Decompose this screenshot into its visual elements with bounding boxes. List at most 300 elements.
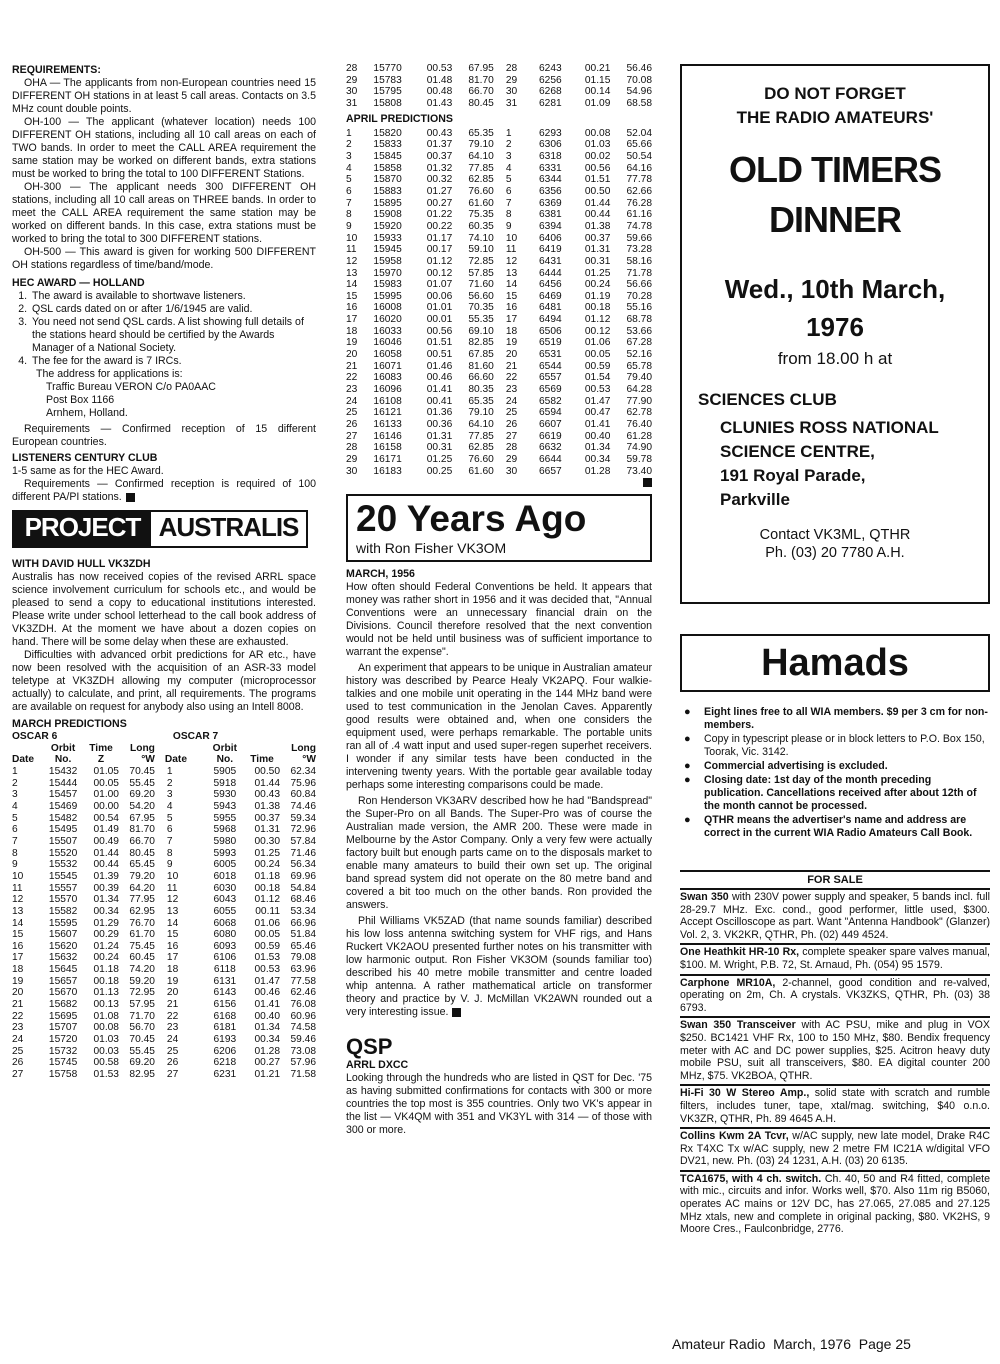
column-middle: [346, 63, 652, 1137]
table-cell: 76.28: [626, 197, 652, 209]
table-cell: 20: [505, 349, 518, 361]
header-cell: Date: [12, 754, 35, 766]
table-cell: 6544: [539, 360, 562, 372]
table-cell: 3: [12, 789, 18, 801]
table-cell: 6093: [213, 940, 237, 952]
table-cell: 14: [166, 917, 179, 929]
table-cell: 01.12: [584, 314, 611, 326]
table-cell: 6131: [213, 975, 237, 987]
hamads-rule: ● Commercial advertising is excluded.: [680, 760, 990, 773]
table-cell: 75.45: [129, 940, 155, 952]
table-cell: 13: [505, 267, 518, 279]
table-cell: 01.34: [254, 1022, 281, 1034]
table-cell: 4: [505, 162, 512, 174]
dinner-venue: CLUNIES ROSS NATIONAL: [720, 418, 939, 437]
table-cell: 01.28: [254, 1045, 281, 1057]
header-cell: No.: [54, 754, 72, 766]
header-cell: Orbit: [212, 742, 238, 754]
table-cell: 8: [12, 847, 18, 859]
table-cell: 10: [12, 870, 24, 882]
classified-ad: [680, 1018, 990, 1086]
table-cell: 65.78: [626, 360, 652, 372]
table-cell: 12: [505, 255, 518, 267]
table-cell: 15507: [48, 835, 78, 847]
table-cell: 64.20: [129, 882, 155, 894]
table-row: [346, 291, 652, 303]
table-cell: 15908: [373, 209, 402, 221]
table-cell: 79.10: [468, 407, 494, 419]
table-cell: 2: [346, 139, 352, 151]
table-cell: 16146: [373, 430, 402, 442]
table-cell: 79.10: [468, 139, 494, 151]
table-cell: 15607: [48, 929, 78, 941]
table-row: [346, 63, 652, 75]
table-row: [12, 801, 316, 813]
table-cell: 69.96: [290, 870, 316, 882]
table-cell: 15469: [48, 800, 78, 812]
table-cell: 57.96: [290, 1057, 316, 1069]
table-cell: 01.49: [93, 824, 119, 836]
table-cell: 15582: [48, 905, 78, 917]
table-cell: 20: [166, 987, 179, 999]
table-cell: 63.96: [290, 964, 316, 976]
table-cell: 29: [505, 454, 518, 465]
table-cell: 00.48: [426, 86, 453, 98]
ad-title: Carphone MR10A,: [680, 976, 776, 989]
table-row: [346, 233, 652, 245]
table-cell: 01.25: [426, 454, 453, 465]
ad-text: with 230V power supply and speaker, 5 bands incl. full 28-29.7 MHz. Exc. cond., good performer, little used, $300. Accept Oscilloscope as part. Want "Antenna Handbook" (Glanzer) Vol. 2, 3. VK2KR, QTHR, Ph. (02) 449 4524.: [680, 891, 990, 941]
ad-title: Collins Kwm 2A Tcvr,: [680, 1130, 789, 1143]
project-byline: WITH DAVID HULL VK3ZDH: [12, 558, 151, 570]
dinner-title: DINNER: [768, 199, 901, 240]
hec-item: 4. The fee for the award is 7 IRCs.: [30, 355, 316, 368]
table-cell: 12: [166, 894, 179, 906]
end-mark: [643, 478, 652, 487]
table-cell: 27: [12, 1069, 24, 1081]
table-cell: 6156: [213, 999, 237, 1011]
qsp-paragraph: Looking through the hundreds who are listed in QST for Dec. '75 as having submitted confirmations for contacts with 300 or more countries the top most is 355 countries. Only two VK's appear in the list — VK4QM with 351 and VK3YL with 314 — of those with 300 or more.: [346, 1072, 652, 1137]
table-cell: 6268: [539, 86, 562, 98]
table-cell: 11: [166, 882, 178, 894]
table-cell: 74.78: [626, 220, 652, 232]
ad-title: TCA1675, with 4 ch. switch.: [680, 1172, 822, 1185]
table-cell: 00.32: [426, 174, 453, 186]
table-cell: 01.36: [426, 407, 453, 419]
table-cell: 00.22: [426, 220, 453, 232]
header-cell: Z: [97, 754, 105, 766]
table-cell: 22: [346, 372, 358, 384]
table-cell: 00.25: [426, 465, 453, 477]
table-cell: 01.00: [93, 789, 119, 801]
table-cell: 00.41: [426, 395, 453, 407]
table-cell: 16183: [373, 465, 402, 477]
hamads-rules: [680, 706, 990, 840]
table-cell: 01.53: [254, 952, 281, 964]
table-cell: 00.31: [584, 255, 611, 267]
ad-title: Swan 350 Transceiver: [680, 1019, 796, 1032]
dinner-title: OLD TIMERS: [729, 149, 941, 190]
table-cell: 6218: [213, 1057, 237, 1069]
table-cell: 01.18: [93, 964, 119, 976]
march-heading: MARCH PREDICTIONS: [12, 718, 127, 730]
table-cell: 9: [346, 220, 352, 232]
table-cell: 01.41: [254, 999, 281, 1011]
table-header-row: [12, 743, 316, 755]
project-australis-logo: [12, 510, 308, 548]
table-cell: 6369: [539, 197, 562, 209]
table-cell: 6394: [539, 220, 562, 232]
table-cell: 59.10: [468, 244, 494, 256]
table-cell: 5: [12, 812, 18, 824]
table-cell: 79.40: [626, 372, 652, 384]
table-row: [12, 824, 316, 836]
table-cell: 01.31: [584, 244, 611, 256]
table-cell: 15595: [48, 917, 78, 929]
table-cell: 5918: [213, 777, 237, 789]
table-cell: 66.70: [468, 86, 494, 98]
table-cell: 19: [166, 975, 179, 987]
table-cell: 56.66: [626, 279, 652, 291]
table-cell: 82.85: [468, 337, 494, 349]
table-cell: 73.40: [626, 465, 652, 477]
table-header-row: [12, 731, 316, 743]
header-cell: Time: [250, 754, 274, 766]
ad-title: Swan 350: [680, 891, 729, 903]
table-cell: 6306: [539, 139, 562, 151]
table-cell: 13: [166, 905, 179, 917]
table-cell: 71.58: [290, 1069, 316, 1081]
table-cell: 29: [505, 74, 518, 86]
hec-requirements: Requirements — Confirmed reception of 15 different European countries.: [12, 423, 316, 448]
table-cell: 01.12: [254, 894, 281, 906]
table-cell: 25: [505, 407, 518, 419]
table-cell: 65.45: [129, 859, 155, 871]
table-cell: 6231: [213, 1069, 237, 1081]
table-cell: 00.12: [426, 267, 453, 279]
table-cell: 00.37: [254, 812, 281, 824]
table-cell: 69.20: [129, 789, 155, 801]
table-row: [346, 349, 652, 361]
table-cell: 18: [166, 964, 179, 976]
table-cell: 00.06: [426, 290, 453, 302]
table-cell: 10: [166, 870, 179, 882]
table-cell: 6043: [213, 894, 237, 906]
table-cell: 74.58: [290, 1022, 316, 1034]
table-cell: 29: [346, 74, 358, 86]
table-cell: 6344: [539, 174, 562, 186]
table-cell: 6519: [539, 337, 562, 349]
table-cell: 13: [12, 905, 24, 917]
table-cell: 23: [505, 384, 518, 396]
table-row: [12, 976, 316, 988]
table-cell: 17: [346, 314, 358, 326]
table-cell: 6406: [539, 232, 562, 244]
table-row: [346, 209, 652, 221]
table-cell: 67.95: [468, 63, 494, 74]
page-footer: Amateur Radio March, 1976 Page 25: [672, 1336, 911, 1352]
table-cell: 6118: [213, 964, 236, 976]
table-cell: 24: [505, 395, 518, 407]
table-cell: 55.16: [626, 302, 652, 314]
table-cell: 15858: [373, 162, 402, 174]
table-cell: 5968: [213, 824, 237, 836]
table-cell: 62.95: [129, 905, 155, 917]
table-cell: 00.40: [584, 430, 611, 442]
lcc-heading: LISTENERS CENTURY CLUB: [12, 452, 158, 464]
logo-project: PROJECT: [14, 512, 151, 546]
table-cell: 8: [166, 847, 173, 859]
table-cell: 01.01: [426, 302, 453, 314]
table-cell: 7: [12, 835, 18, 847]
table-cell: 60.45: [129, 952, 155, 964]
table-row: [346, 139, 652, 151]
qsp-subhead: ARRL DXCC: [346, 1059, 409, 1072]
table-cell: 01.47: [584, 395, 611, 407]
table-cell: 56.70: [129, 1022, 155, 1034]
table-cell: 01.46: [426, 360, 453, 372]
table-cell: 16133: [373, 419, 402, 431]
table-cell: 00.03: [93, 1045, 119, 1057]
project-paragraph: Australis has now received copies of the revised ARRL space science involvement curriculum for schools etc., and would be pleased to send a copy to educational institutions interested. Please write under school letterhead to the call book address of VK3ZDH. At the moment we have about a dozen copies on hand. There will be some delay when these are exhausted.: [12, 571, 316, 648]
table-cell: 30: [346, 465, 358, 477]
table-cell: 01.38: [584, 220, 611, 232]
table-cell: 5980: [213, 835, 237, 847]
table-cell: 51.84: [290, 929, 316, 941]
table-cell: 00.18: [254, 882, 281, 894]
table-cell: 9: [12, 859, 18, 871]
twenty-paragraph: How often should Federal Conventions be held. It appears that money was rather short in 1956 and it was decided that, "Annual Conventions were an unnecessary financial drain on the Divisions. Council therefore resolved that the next convention would not be held until business was of sufficient importance to warrant the expense".: [346, 581, 652, 659]
table-cell: 7: [166, 835, 173, 847]
table-cell: 15657: [48, 975, 78, 987]
table-cell: 67.28: [626, 337, 652, 349]
table-cell: 01.41: [584, 419, 611, 431]
table-cell: 27: [166, 1069, 179, 1081]
table-cell: 00.53: [584, 384, 611, 396]
table-cell: 6018: [213, 870, 237, 882]
table-cell: 54.20: [129, 800, 155, 812]
table-row: [346, 314, 652, 326]
table-cell: 60.96: [290, 1010, 316, 1022]
table-cell: 68.46: [290, 894, 316, 906]
table-cell: 10: [346, 232, 358, 244]
table-cell: 74.10: [468, 232, 494, 244]
table-row: [12, 836, 316, 848]
table-cell: 26: [505, 419, 518, 431]
table-cell: 31: [505, 97, 518, 109]
table-cell: 71.78: [626, 267, 652, 279]
table-cell: 14: [505, 279, 518, 291]
table-cell: 6444: [539, 267, 562, 279]
table-cell: 00.11: [255, 905, 281, 917]
table-cell: 57.84: [290, 835, 316, 847]
table-cell: 5993: [213, 847, 237, 859]
table-cell: 01.24: [93, 940, 119, 952]
twenty-last-text: Phil Williams VK5ZAD (that name sounds familiar) described his low loss antenna switching system for VHF rigs, and Hans Ruckert VK2AOU presented further notes on his transmitter with low harmonic output. Ron Fisher VK3OM (sounds familiar too) described his 40 metre mobile transmitter and centre loaded whip antenna. A rather mathematical article on transformer theory and practice by V. J. McMillan VK2AWN rounded out a very interesting issue.: [346, 915, 652, 1019]
table-cell: 00.18: [93, 975, 119, 987]
table-cell: 11: [12, 882, 23, 894]
table-cell: 18: [12, 964, 24, 976]
table-cell: 15895: [373, 197, 402, 209]
header-cell: [119, 731, 155, 743]
end-mark: [452, 1008, 461, 1017]
table-cell: 15870: [373, 174, 402, 186]
table-cell: 6494: [539, 314, 562, 326]
table-cell: 15645: [48, 964, 78, 976]
table-cell: 76.08: [290, 999, 316, 1011]
table-cell: 15695: [48, 1010, 78, 1022]
table-cell: 2: [166, 777, 173, 789]
oh500-paragraph: OH-500 — This award is given for working 500 DIFFERENT OH stations regardless of time/band/mode.: [12, 246, 316, 271]
table-cell: 30: [505, 86, 518, 98]
table-cell: 74.20: [129, 964, 155, 976]
table-cell: 15983: [373, 279, 402, 291]
table-cell: 1: [166, 765, 173, 777]
table-cell: 9: [166, 859, 173, 871]
table-cell: 01.51: [584, 174, 611, 186]
table-cell: 59.78: [626, 454, 652, 465]
table-cell: 15732: [48, 1045, 78, 1057]
table-cell: 5905: [213, 765, 237, 777]
table-cell: 3: [346, 150, 352, 162]
march-predictions-table: [12, 731, 316, 1081]
table-cell: 77.85: [468, 430, 494, 442]
table-cell: 61.16: [626, 209, 652, 221]
table-cell: 6: [166, 824, 173, 836]
table-cell: 31: [346, 97, 358, 109]
twenty-paragraph: An experiment that appears to be unique in Australian amateur history was described by Pearce Healy VK2APQ. Four walkie-talkies and one mobile unit operating in the 144 MHz band were used to test communication in the Jenolan Caves. Apparently good results were obtained and, when one considers the equipment used, were perhaps remarkable. The portable units ran all of .4 watt input and used super-regen superhet receivers. I wonder if any similar tests have been conducted in the intervening twenty years. With the portable gear available today perhaps some interesting comparisons could be made.: [346, 662, 652, 792]
table-cell: 82.95: [129, 1069, 155, 1081]
dinner-venue: SCIENCE CENTRE,: [720, 442, 875, 461]
table-cell: 72.95: [129, 987, 155, 999]
table-cell: 5: [166, 812, 173, 824]
ad-text: solid state with scratch and rumble filters, includes tuner, tape, xtal/mag. switching, $40 o.n.o. VK3ZR, QTHR, Ph. 89 4645 A.H.: [680, 1087, 990, 1125]
hamads-rule: ● Copy in typescript please or in block letters to P.O. Box 150, Toorak, Vic. 3142.: [680, 733, 990, 759]
table-row: [346, 431, 652, 443]
ad-text: w/AC supply, new late model, Drake R4C Rx T4XC Tx w/AC supply, new 2 metre FM IC21A w/digital VFO DV21, new. Ph. (03) 24 1231, A.H. (03) 20 6135.: [680, 1130, 990, 1168]
twenty-years-title: 20 Years Ago: [356, 498, 587, 540]
table-cell: 6143: [213, 987, 237, 999]
table-cell: 00.44: [584, 209, 611, 221]
dinner-time: from 18.00 h at: [777, 349, 893, 368]
table-row: [12, 987, 316, 999]
table-cell: 6193: [213, 1034, 237, 1046]
table-cell: 56.60: [468, 290, 494, 302]
table-cell: 15632: [48, 952, 78, 964]
table-cell: 28: [346, 442, 358, 454]
table-cell: 4: [166, 800, 173, 812]
table-cell: 50.54: [626, 150, 652, 162]
table-cell: 01.44: [254, 777, 281, 789]
table-cell: 22: [12, 1010, 24, 1022]
table-cell: 24: [12, 1034, 24, 1046]
table-cell: 65.35: [468, 395, 494, 407]
table-row: [12, 813, 316, 825]
classified-ad: [680, 1086, 990, 1129]
twenty-paragraph: [346, 915, 652, 1019]
table-cell: 00.14: [584, 86, 611, 98]
table-cell: 77.90: [626, 395, 652, 407]
header-cell: Time: [89, 742, 113, 754]
hec-list: [12, 290, 316, 368]
table-cell: 76.70: [129, 917, 155, 929]
table-cell: 70.28: [626, 290, 652, 302]
table-row: [12, 964, 316, 976]
table-cell: 9: [505, 220, 512, 232]
table-cell: 24: [346, 395, 358, 407]
table-cell: 77.78: [626, 174, 652, 186]
table-cell: 00.30: [254, 835, 281, 847]
table-row: [346, 361, 652, 373]
table-cell: 11: [346, 244, 357, 256]
table-cell: 4: [12, 800, 18, 812]
table-cell: 64.10: [468, 150, 494, 162]
table-cell: 15670: [48, 987, 78, 999]
table-cell: 25: [346, 407, 358, 419]
table-cell: 6657: [539, 465, 562, 477]
table-cell: 16108: [373, 395, 402, 407]
lcc-requirements-text: Requirements — Confirmed reception is required of 100 different PA/PI stations.: [12, 478, 316, 503]
table-cell: 70.08: [626, 74, 652, 86]
table-cell: 60.35: [468, 220, 494, 232]
header-cell: Long: [130, 742, 155, 754]
table-cell: 6318: [539, 150, 562, 162]
table-cell: 5930: [213, 789, 237, 801]
table-cell: 3: [166, 789, 173, 801]
table-row: [12, 766, 316, 778]
table-cell: 01.18: [254, 870, 281, 882]
table-row: [346, 151, 652, 163]
table-cell: 17: [166, 952, 179, 964]
table-cell: 01.37: [426, 139, 453, 151]
dinner-venue: 191 Royal Parade,: [720, 466, 866, 485]
table-cell: 00.47: [584, 407, 611, 419]
table-row: [12, 1046, 316, 1058]
table-cell: 15532: [48, 859, 78, 871]
march-cont-rows: [346, 63, 652, 110]
table-cell: 00.00: [93, 800, 119, 812]
table-row: [12, 1057, 316, 1069]
table-row: [346, 256, 652, 268]
table-cell: 15682: [48, 999, 78, 1011]
table-cell: 15545: [48, 870, 78, 882]
table-cell: 75.35: [468, 209, 494, 221]
table-cell: 15: [12, 929, 24, 941]
table-row: [346, 372, 652, 384]
table-cell: 73.08: [290, 1045, 316, 1057]
table-cell: 00.43: [426, 127, 453, 139]
table-cell: 70.45: [129, 765, 155, 777]
table-cell: 29: [346, 454, 358, 465]
table-cell: 00.31: [426, 442, 453, 454]
table-cell: 17: [505, 314, 518, 326]
table-cell: 71.60: [468, 279, 494, 291]
table-cell: 15: [346, 290, 358, 302]
table-cell: 6181: [213, 1022, 237, 1034]
table-cell: 00.56: [584, 162, 611, 174]
table-cell: 12: [12, 894, 24, 906]
table-cell: 6456: [539, 279, 562, 291]
dinner-line: DO NOT FORGET: [764, 84, 906, 103]
table-cell: 79.20: [129, 870, 155, 882]
table-cell: 71.70: [129, 1010, 155, 1022]
table-cell: 73.28: [626, 244, 652, 256]
header-cell: [280, 731, 316, 743]
table-cell: 01.27: [426, 185, 453, 197]
table-cell: 00.05: [254, 929, 281, 941]
table-cell: 00.01: [426, 314, 453, 326]
table-cell: 2: [12, 777, 18, 789]
